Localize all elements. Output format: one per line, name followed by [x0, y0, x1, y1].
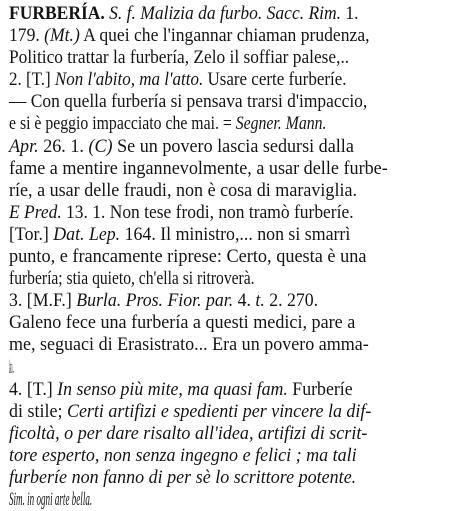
entry-text: (C): [88, 136, 113, 157]
entry-text: [Tor.]: [9, 224, 54, 245]
entry-text: ríe, a usar delle fraudi, non è cosa di maraviglia.: [9, 180, 358, 201]
entry-line: [9, 113, 404, 135]
entry-text: 164. Il ministro,... non si smarrì: [120, 224, 351, 245]
entry-text: 2. 270.: [264, 291, 319, 312]
entry-text: e si è peggio impacciato che mai. =: [9, 114, 236, 135]
entry-text: 1.: [341, 4, 359, 24]
entry-text: di stile;: [9, 401, 67, 422]
entry-text: 26. 1.: [38, 136, 89, 157]
entry-text: 13. 1. Non tese frodi, non tramò furberíe.: [61, 202, 354, 223]
entry-line: [9, 290, 454, 312]
entry-text: ficoltà, o per dare risalto all'idea, artifizi di scrit-: [9, 423, 368, 444]
entry-line: [9, 158, 463, 180]
entry-text: t.: [255, 291, 265, 312]
entry-text: furbería; stia quieto, ch'ella si ritroverà.: [9, 269, 255, 290]
entry-text: lato...: [9, 357, 15, 378]
entry-text: (Mt.): [44, 26, 80, 47]
entry-text: me, seguaci di Erasistrato... Era un povero amma-: [9, 335, 369, 356]
entry-line: [9, 25, 449, 47]
entry-text: 4.: [233, 291, 256, 312]
entry-text: 179.: [9, 26, 45, 47]
entry-text: tore esperto, non senza ingegno e felici ; ma tali: [9, 445, 357, 466]
entry-line: [9, 136, 462, 158]
entry-text: 4. [T.]: [9, 379, 58, 400]
entry-line: [9, 69, 434, 91]
entry-line: [9, 312, 462, 334]
entry-text: 2. [T.]: [9, 70, 55, 91]
entry-text: Burla. Pros. Fior. par.: [76, 291, 234, 312]
entry-line: [9, 334, 460, 356]
entry-line: [9, 202, 446, 224]
headword: FURBERÍA.: [9, 4, 105, 24]
entry-text: E Pred.: [9, 202, 62, 223]
entry-text: A quei che l'ingannar chiaman prudenza,: [79, 26, 370, 47]
entry-text: In senso più mite, ma quasi fam.: [57, 379, 288, 400]
entry-text: Dat. Lep.: [53, 224, 121, 245]
entry-text: — Con quella furbería si pensava trarsi d'impaccio,: [9, 92, 368, 113]
entry-line: [9, 3, 447, 25]
entry-line: [9, 423, 461, 445]
entry-line: [9, 180, 461, 202]
entry-text: 3. [M.F.]: [9, 291, 77, 312]
entry-line: [9, 268, 399, 290]
entry-text: Sim. in ogni arte bella.: [9, 490, 93, 511]
entry-text: punto, e francamente riprese: Certo, questa è una: [9, 247, 367, 268]
entry-line: [9, 401, 459, 423]
entry-text: Non l'abito, ma l'atto.: [54, 70, 204, 91]
entry-line: [9, 91, 445, 113]
entry-line: [9, 467, 460, 489]
entry-line: [9, 379, 455, 401]
entry-line: [9, 224, 455, 246]
entry-text: Usare certe furberíe.: [203, 70, 347, 91]
entry-text: S. f. Malizia da furbo. Sacc. Rim.: [109, 4, 342, 24]
entry-text: Furberíe: [287, 379, 353, 400]
entry-text: Segner. Mann.: [235, 114, 327, 135]
entry-text: Galeno fece una furbería a questi medici, pare a: [9, 313, 356, 334]
entry-line: [9, 47, 443, 69]
entry-line: [9, 357, 65, 379]
entry-line: [9, 445, 460, 467]
entry-text: Certi artifizi e spedienti per vincere la dif-: [66, 401, 372, 422]
entry-text: Politico trattar la furbería, Zelo il soffiar palese,..: [9, 48, 350, 69]
entry-line: [9, 489, 236, 511]
entry-text: Apr.: [9, 136, 39, 157]
entry-text: furberíe non fanno di per sè lo scrittore potente.: [9, 467, 357, 488]
entry-line: [9, 246, 466, 268]
entry-text: fame a mentire ingannevolmente, a usar delle furbe-: [9, 158, 388, 179]
entry-text: Se un povero lascia sedursi dalla: [112, 136, 354, 157]
